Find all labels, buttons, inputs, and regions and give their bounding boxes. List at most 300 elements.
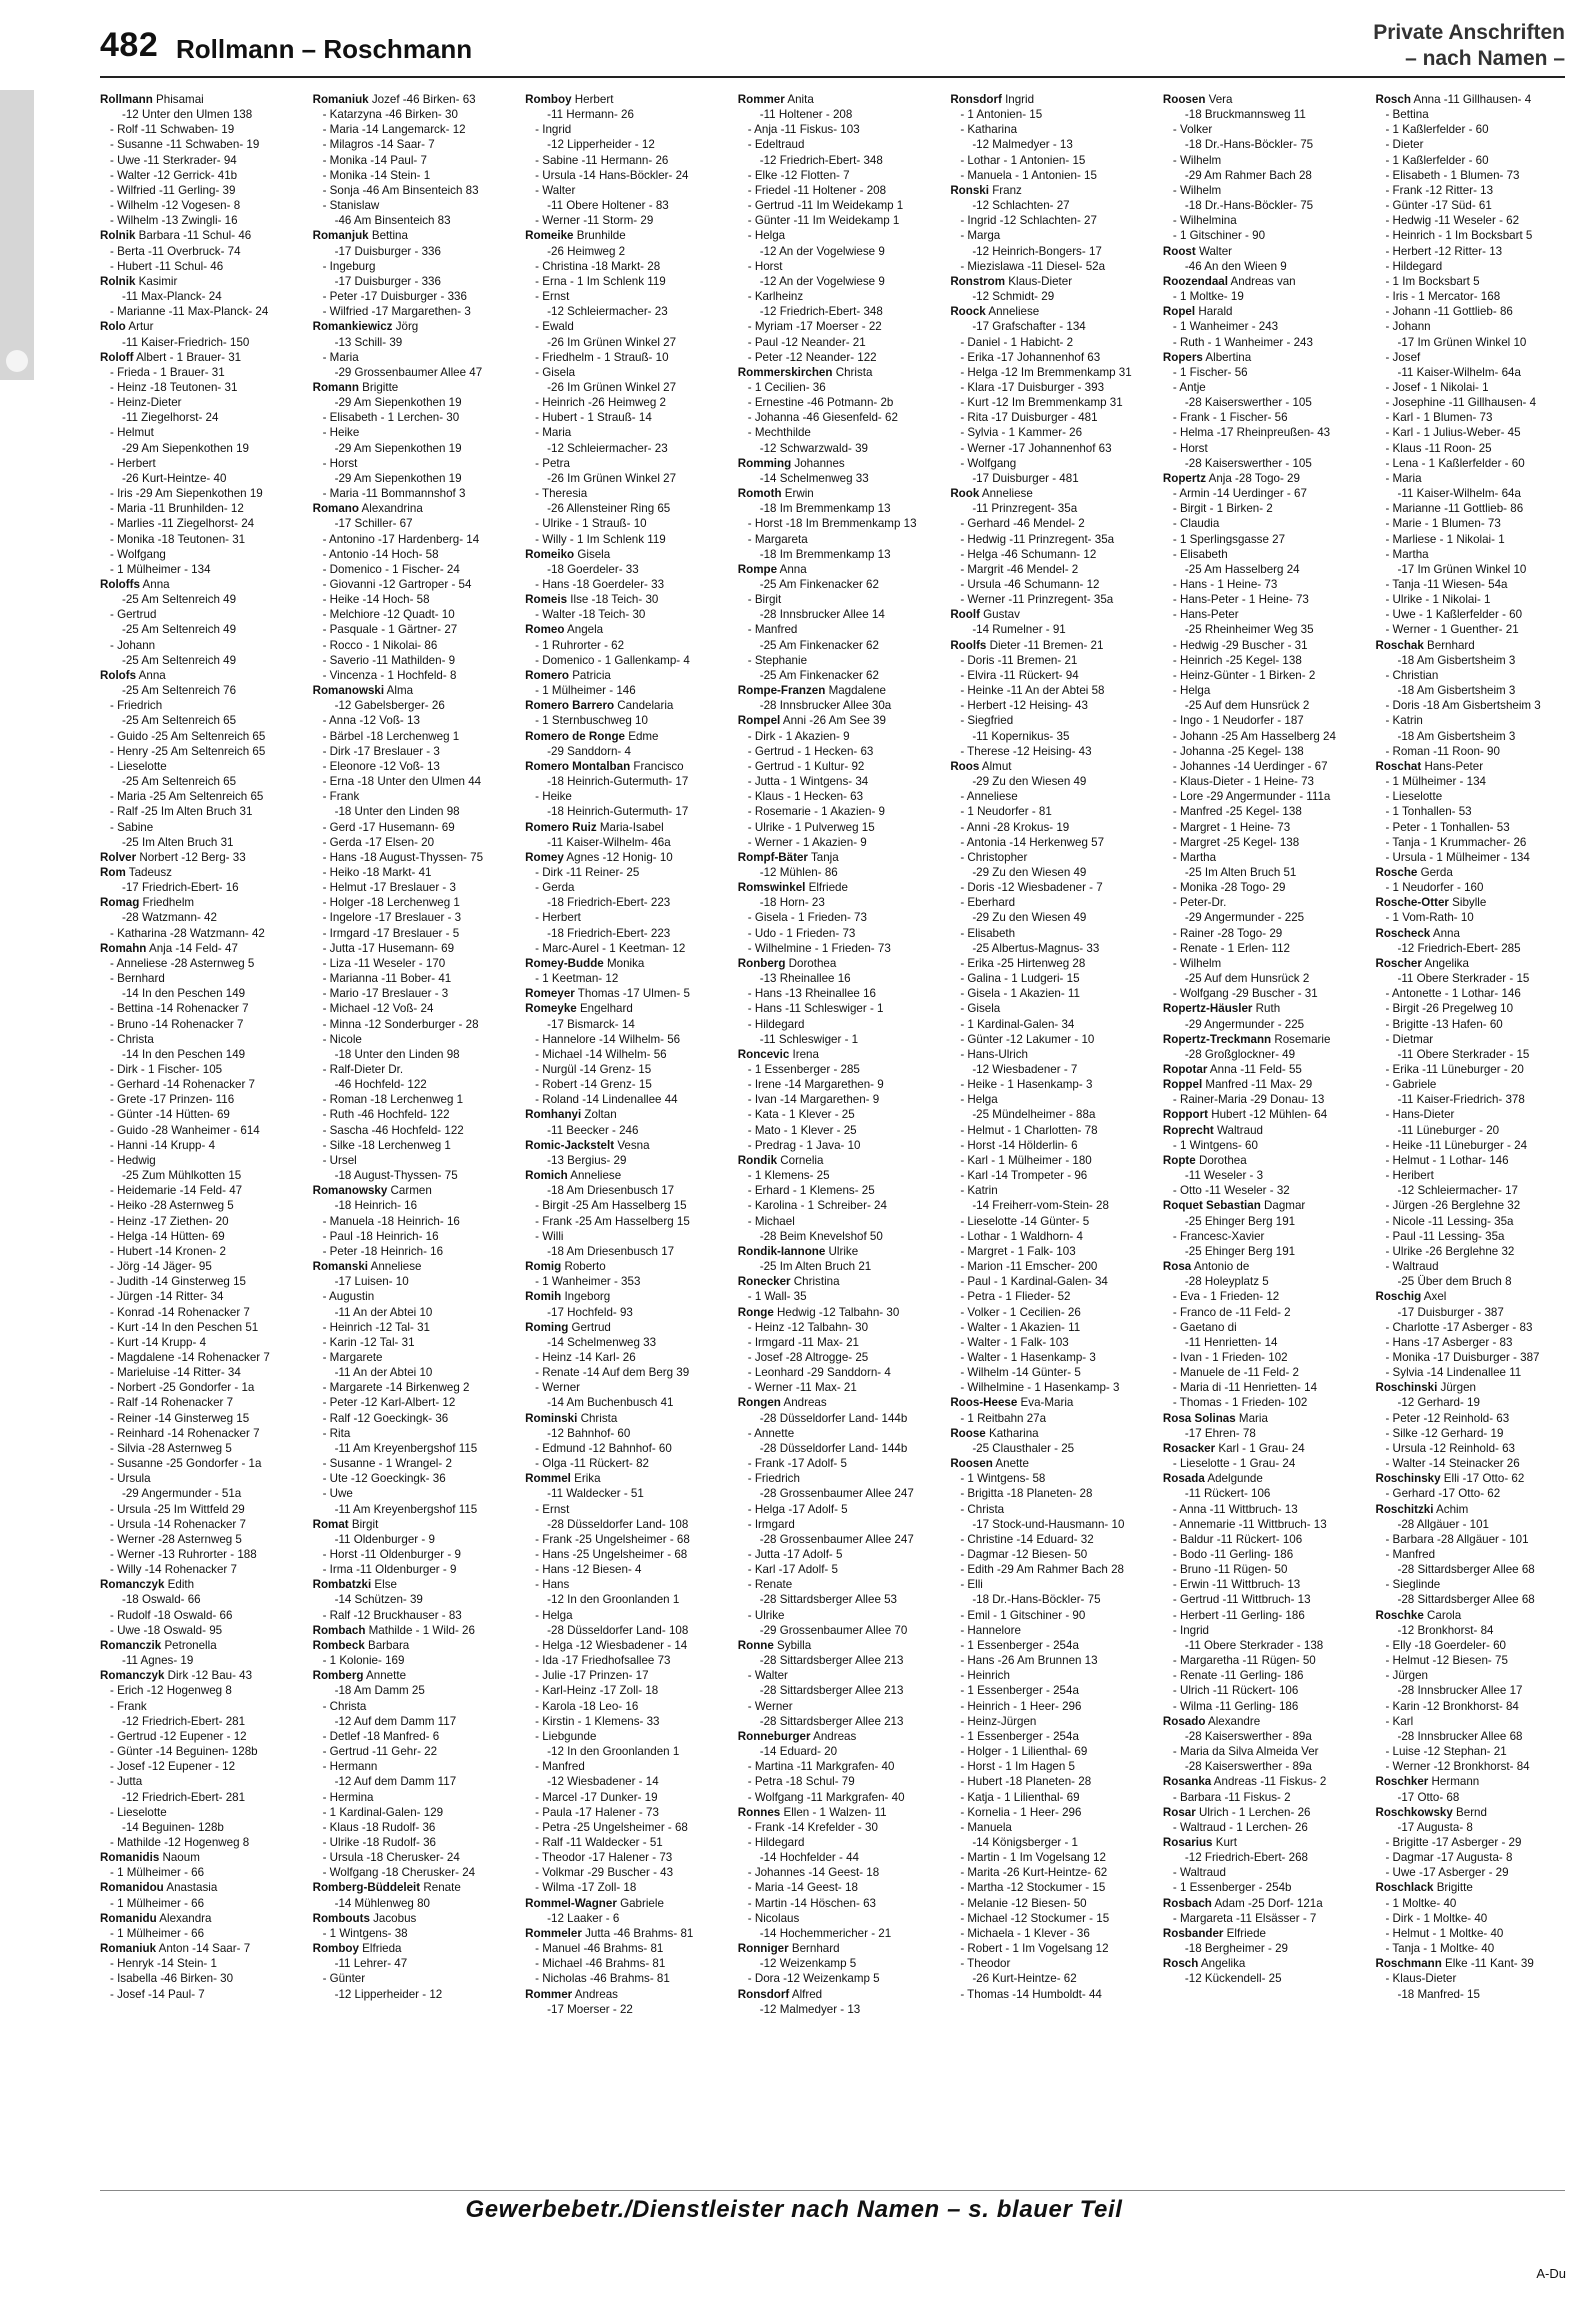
directory-entry: Rommel Erika	[525, 1472, 601, 1486]
directory-entry: - Christian	[1385, 668, 1439, 682]
directory-entry: - Erna - 1 Im Schlenk 119	[535, 274, 666, 288]
surname: Rosacker	[1162, 1441, 1216, 1455]
directory-entry: - Heinz -17 Ziethen- 20	[110, 1214, 229, 1228]
directory-entry: - Frieda - 1 Brauer- 31	[110, 365, 225, 379]
directory-entry: -11 Kopernikus- 35	[972, 729, 1070, 743]
directory-entry: -28 Watzmann- 42	[122, 911, 217, 925]
directory-entry: - Werner -12 Bronkhorst- 84	[1385, 1760, 1530, 1774]
directory-entry: - Günter -14 Beguinen- 128b	[110, 1745, 258, 1759]
surname: Romih	[525, 1290, 562, 1304]
directory-entry: -29 Am Rahmer Bach 28	[1184, 168, 1312, 182]
directory-entry: -18 Friedrich-Ebert- 223	[547, 926, 671, 940]
directory-entry: Romanowski Alma	[312, 684, 414, 698]
directory-entry: Romich Anneliese	[525, 1169, 622, 1183]
directory-entry: - Margaretha -11 Rügen- 50	[1172, 1654, 1316, 1668]
surname: Rongen	[737, 1396, 781, 1410]
directory-entry: - Maria	[535, 426, 572, 440]
directory-entry: - Manfred	[747, 623, 798, 637]
directory-entry: - Hannelore -14 Wilhelm- 56	[535, 1032, 681, 1046]
directory-entry: -28 Sittardsberger Allee 213	[759, 1714, 904, 1728]
directory-entry: Roming Gertrud	[525, 1320, 611, 1334]
directory-entry: Roncevic Irena	[737, 1047, 819, 1061]
directory-entry: Roschig Axel	[1375, 1290, 1447, 1304]
directory-entry: Romswinkel Elfriede	[737, 881, 848, 895]
directory-entry: - Liebgunde	[535, 1729, 597, 1743]
directory-entry: - Brigitte -13 Hafen- 60	[1385, 1017, 1503, 1031]
surname: Romanowski	[312, 684, 385, 698]
directory-entry: - Gerhard -17 Otto- 62	[1385, 1487, 1501, 1501]
directory-entry: Ronski Franz	[950, 183, 1022, 197]
directory-entry: - Gertrud - 1 Hecken- 63	[747, 744, 874, 758]
directory-entry: -29 Zu den Wiesen 49	[972, 911, 1087, 925]
directory-entry: - Lothar - 1 Waldhorn- 4	[960, 1229, 1083, 1243]
directory-entry: Romag Friedhelm	[100, 896, 195, 910]
surname: Ropotar	[1162, 1063, 1208, 1076]
directory-entry: -11 Oldenburger - 9	[334, 1532, 435, 1546]
surname: Romaniuk	[100, 1942, 157, 1956]
directory-entry: -14 In den Peschen 149	[122, 1047, 246, 1061]
surname: Romig	[525, 1260, 562, 1274]
directory-entry: - Erwin -11 Wittbruch- 13	[1172, 1578, 1301, 1592]
directory-entry: - Ursula -18 Cherusker- 24	[322, 1851, 460, 1865]
directory-entry: -29 Am Siepenkothen 19	[334, 396, 462, 410]
directory-entry: -12 Lipperheider - 12	[547, 138, 655, 152]
directory-entry: - Hildegard	[1385, 259, 1443, 273]
directory-entry: Ronge Hedwig -12 Talbahn- 30	[737, 1305, 900, 1319]
directory-entry: - Heinz-Günter - 1 Birken- 2	[1172, 668, 1316, 682]
directory-entry: -25 Rheinheimer Weg 35	[1184, 623, 1314, 637]
directory-entry: - Lieselotte	[1385, 790, 1443, 804]
directory-entry: - Antonino -17 Hardenberg- 14	[322, 532, 480, 546]
directory-entry: - Eleonore -12 Voß- 13	[322, 759, 440, 773]
directory-entry: - Christine -14 Eduard- 32	[960, 1532, 1094, 1546]
directory-entry: - Bettina -14 Rohenacker 7	[110, 1002, 249, 1016]
directory-entry: - Ute -12 Goeckingk- 36	[322, 1472, 446, 1486]
surname: Ronniger	[737, 1942, 789, 1956]
directory-entry: -18 Oswald- 66	[122, 1593, 201, 1607]
directory-entry: - Friedrich	[747, 1472, 800, 1486]
directory-entry: - Hildegard	[747, 1835, 805, 1849]
surname: Rombouts	[312, 1911, 370, 1925]
directory-entry: - 1 Vom-Rath- 10	[1385, 911, 1474, 925]
directory-entry: - Heinke -11 An der Abtei 58	[960, 684, 1105, 698]
directory-entry: Romanczik Petronella	[100, 1638, 217, 1652]
directory-entry: - Ingrid -12 Schlachten- 27	[960, 214, 1097, 228]
directory-entry: - Reiner -14 Ginsterweg 15	[110, 1411, 250, 1425]
directory-entry: - Heinrich -25 Kegel- 138	[1172, 653, 1302, 667]
directory-entry: -12 Schmidt- 29	[972, 290, 1055, 304]
directory-entry: - Herbert -12 Ritter- 13	[1385, 244, 1503, 258]
directory-entry: - Christa	[110, 1032, 154, 1046]
directory-entry: - Giovanni -12 Gartroper - 54	[322, 578, 472, 591]
directory-entry: -18 Dr.-Hans-Böckler- 75	[1184, 199, 1314, 213]
directory-entry: - Renate	[747, 1578, 793, 1592]
directory-entry: - Hanni -14 Krupp- 4	[110, 1138, 216, 1152]
directory-entry: -12 Malmedyer - 13	[759, 2002, 861, 2016]
directory-entry: -25 Im Alten Bruch 21	[759, 1260, 872, 1274]
directory-entry: -12 Schwarzwald- 39	[759, 441, 868, 455]
directory-entry: - Dora -12 Weizenkamp 5	[747, 1972, 880, 1986]
surname: Rolver	[100, 850, 137, 864]
directory-entry: - Horst -14 Hölderlin- 6	[960, 1138, 1078, 1152]
directory-entry: -18 Bruckmannsweg 11	[1184, 108, 1306, 122]
surname: Rosbander	[1162, 1926, 1224, 1940]
directory-entry: -29 Angermunder - 225	[1184, 911, 1305, 925]
directory-entry: - Wilhelm -13 Zwingli- 16	[110, 214, 238, 228]
directory-entry: - Antje	[1172, 380, 1206, 394]
directory-entry: - Michaela - 1 Klever - 36	[960, 1926, 1090, 1940]
directory-entry: - 1 Moltke- 40	[1385, 1896, 1457, 1910]
directory-entry: Rom Tadeusz	[100, 865, 172, 879]
directory-entry: -12 Friedrich-Ebert- 281	[122, 1790, 246, 1804]
surname: Romeis	[525, 593, 568, 607]
directory-entry: - Dagmar -12 Biesen- 50	[960, 1548, 1088, 1561]
directory-entry: Rolofs Anna	[100, 668, 166, 682]
directory-entry: Romeyke Engelhard	[525, 1002, 633, 1016]
directory-entry: -11 Max-Planck- 24	[122, 290, 222, 304]
directory-entry: - Johann	[1385, 320, 1431, 334]
directory-entry: -29 Sanddorn- 4	[547, 744, 631, 758]
directory-entry: - Karola -18 Leo- 16	[535, 1699, 639, 1713]
directory-entry: - Margrit -46 Mendel- 2	[960, 562, 1079, 576]
directory-entry: - Hubert -11 Schul- 46	[110, 259, 224, 273]
directory-entry: - Heiko -18 Markt- 41	[322, 865, 432, 879]
directory-entry: -18 Heinrich- 16	[334, 1199, 418, 1213]
directory-entry: Ronne Sybilla	[737, 1638, 812, 1652]
directory-entry: - Jörg -14 Jäger- 95	[110, 1260, 212, 1274]
directory-entry: - Ruth -46 Hochfeld- 122	[322, 1108, 450, 1122]
directory-entry: -29 Grossenbaumer Allee 70	[759, 1623, 908, 1637]
directory-entry: - Dirk - 1 Akazien- 9	[747, 729, 850, 743]
surname: Roock	[950, 305, 986, 319]
directory-entry: -12 Gerhard- 19	[1397, 1396, 1480, 1410]
directory-entry: - Hans-Peter	[1172, 608, 1239, 622]
directory-entry: - Frank	[110, 1699, 147, 1713]
directory-entry: - Heinrich - 1 Im Bocksbart 5	[1385, 229, 1533, 243]
directory-entry: Romey Agnes -12 Honig- 10	[525, 850, 673, 864]
directory-entry: Romih Ingeborg	[525, 1290, 611, 1304]
directory-entry: - Ingrid	[1172, 1623, 1209, 1637]
surname: Romanowsky	[312, 1184, 388, 1198]
directory-entry: -11 Lüneburger - 20	[1397, 1123, 1500, 1137]
directory-entry: - Therese -12 Heising- 43	[960, 744, 1092, 758]
directory-entry: - Renate -14 Auf dem Berg 39	[535, 1366, 690, 1380]
directory-entry: Roscher Angelika	[1375, 956, 1469, 970]
directory-entry: -29 Zu den Wiesen 49	[972, 865, 1087, 879]
directory-entry: - Wilfried -11 Gerling- 39	[110, 183, 236, 197]
directory-entry: - Silvia -28 Asternweg 5	[110, 1441, 232, 1455]
directory-entry: - Maria	[1385, 471, 1422, 485]
directory-entry: - Maria -11 Bommannshof 3	[322, 487, 466, 501]
directory-entry: - Holger - 1 Lilienthal- 69	[960, 1745, 1088, 1759]
directory-entry: - Gabriele	[1385, 1078, 1437, 1092]
directory-entry: - Heinrich - 1 Heer- 296	[960, 1699, 1082, 1713]
directory-entry: - Hans -18 Goerdeler- 33	[535, 578, 665, 591]
directory-entry: - Werner -11 Storm- 29	[535, 214, 654, 228]
directory-entry: - Anja -11 Fiskus- 103	[747, 123, 860, 137]
directory-entry: -28 Holeyplatz 5	[1184, 1275, 1269, 1289]
directory-entry: - Edmund -12 Bahnhof- 60	[535, 1441, 672, 1455]
directory-entry: - Katrin	[960, 1184, 998, 1198]
directory-entry: - Gertrud -12 Eupener - 12	[110, 1729, 247, 1743]
directory-entry: Romankiewicz Jörg	[312, 320, 419, 334]
directory-entry: -12 Friedrich-Ebert- 348	[759, 153, 883, 167]
surname: Romoth	[737, 487, 782, 501]
directory-entry: - Helmut -17 Breslauer - 3	[322, 881, 456, 895]
surname: Romboy	[525, 93, 572, 106]
directory-entry: Romero de Ronge Edme	[525, 729, 659, 743]
directory-entry: - Heribert	[1385, 1169, 1434, 1183]
directory-entry: Ropertz-Treckmann Rosemarie	[1162, 1032, 1331, 1046]
directory-entry: - Heinz-Dieter	[110, 396, 182, 410]
directory-entry: - Birgit - 1 Birken- 2	[1172, 502, 1273, 516]
directory-entry: - Renate - 1 Erlen- 112	[1172, 941, 1290, 955]
directory-entry: - Heike	[535, 790, 572, 804]
directory-column-6	[1163, 92, 1358, 2172]
directory-entry: -28 Innsbrucker Allee 68	[1397, 1729, 1523, 1743]
surname: Roscher	[1375, 956, 1422, 970]
directory-entry: -28 Allgäuer - 101	[1397, 1517, 1489, 1531]
surname: Romming	[737, 456, 792, 470]
directory-entry: -11 Kaiser-Wilhelm- 64a	[1397, 365, 1521, 379]
directory-entry: - Manfred	[1385, 1548, 1436, 1561]
directory-entry: -25 Auf dem Hunsrück 2	[1184, 699, 1310, 713]
directory-entry: -28 Großglockner- 49	[1184, 1047, 1296, 1061]
directory-entry: -25 Über dem Bruch 8	[1397, 1275, 1512, 1289]
directory-entry: - Holger -18 Lerchenweg 1	[322, 896, 460, 910]
directory-entry: - Rolf -11 Schwaben- 19	[110, 123, 235, 137]
directory-entry: - Gaetano di	[1172, 1320, 1237, 1334]
directory-entry: - Wolfgang -18 Cherusker- 24	[322, 1866, 476, 1880]
directory-entry: - Werner -13 Ruhrorter - 188	[110, 1548, 257, 1561]
directory-entry: - 1 Mülheimer - 66	[110, 1866, 205, 1880]
directory-entry: Romann Brigitte	[312, 380, 399, 394]
surname: Romahn	[100, 941, 147, 955]
directory-entry: - Renate -11 Gerling- 186	[1172, 1669, 1304, 1683]
directory-entry: - Paula -17 Halener - 73	[535, 1805, 659, 1819]
directory-entry: -28 Kaiserswerther - 89a	[1184, 1760, 1312, 1774]
directory-entry: - Annemarie -11 Wittbruch- 13	[1172, 1517, 1327, 1531]
directory-entry: Ropport Hubert -12 Mühlen- 64	[1162, 1108, 1328, 1122]
directory-entry: -17 Stock-und-Hausmann- 10	[972, 1517, 1125, 1531]
directory-entry: -11 Obere Sterkrader - 15	[1397, 972, 1530, 986]
directory-entry: -18 Am Driesenbusch 17	[547, 1184, 675, 1198]
directory-entry: - Ivan -14 Margarethen- 9	[747, 1093, 880, 1107]
surname: Roschker	[1375, 1775, 1429, 1789]
directory-entry: Romboy Elfrieda	[312, 1942, 402, 1956]
directory-entry: - Klaus -11 Roon- 25	[1385, 441, 1492, 455]
directory-entry: Rommer Andreas	[525, 1987, 618, 2001]
directory-entry: - Hans	[535, 1578, 570, 1592]
directory-entry: - Anna -11 Wittbruch- 13	[1172, 1502, 1298, 1516]
directory-entry: - Erika -17 Johannenhof 63	[960, 350, 1101, 364]
directory-entry: - Marie - 1 Blumen- 73	[1385, 517, 1501, 531]
directory-entry: - Judith -14 Ginsterweg 15	[110, 1275, 246, 1289]
directory-column-5	[950, 92, 1145, 2172]
directory-entry: -12 Lipperheider - 12	[334, 1987, 443, 2001]
directory-entry: - Hans -12 Biesen- 4	[535, 1563, 642, 1577]
directory-column-7	[1375, 92, 1570, 2172]
directory-entry: -28 Innsbrucker Allee 17	[1397, 1684, 1523, 1698]
directory-entry: - Hans-Peter - 1 Heine- 73	[1172, 593, 1309, 607]
directory-entry: - Petra - 1 Flieder- 52	[960, 1290, 1071, 1304]
directory-entry: Roschkowsky Bernd	[1375, 1805, 1487, 1819]
directory-entry: Romanidis Naoum	[100, 1851, 200, 1865]
directory-entry: -12 Schleiermacher- 17	[1397, 1184, 1518, 1198]
directory-entry: -25 Auf dem Hunsrück 2	[1184, 972, 1310, 986]
directory-entry: Rombeck Barbara	[312, 1638, 410, 1652]
directory-entry: -18 Dr.-Hans-Böckler- 75	[972, 1593, 1101, 1607]
directory-entry: - Dietmar	[1385, 1032, 1434, 1046]
surname: Rosa Solinas	[1162, 1411, 1236, 1425]
surname: Ronsdorf	[950, 93, 1002, 106]
directory-entry: Roosen Anette	[950, 1457, 1029, 1471]
directory-entry: - 1 Keetman- 12	[535, 972, 619, 986]
directory-entry: -14 Eduard- 20	[759, 1745, 838, 1759]
directory-entry: -18 Dr.-Hans-Böckler- 75	[1184, 138, 1314, 152]
surname: Ropertz	[1162, 471, 1207, 485]
directory-entry: - Wilhelm	[1172, 183, 1222, 197]
directory-entry: - Elly -18 Goerdeler- 60	[1385, 1638, 1506, 1652]
directory-entry: - Margarete	[322, 1350, 383, 1364]
directory-entry: -18 Am Gisbertsheim 3	[1397, 653, 1516, 667]
directory-entry: - Ivan - 1 Frieden- 102	[1172, 1350, 1288, 1364]
directory-columns	[100, 92, 1570, 2172]
directory-entry: - Thomas - 1 Frieden- 102	[1172, 1396, 1308, 1410]
surname: Roos	[950, 759, 980, 773]
directory-entry: - Ingrid	[535, 123, 572, 137]
directory-entry: - Günter -12 Lakumer - 10	[960, 1032, 1095, 1046]
directory-entry: - Maria -14 Langemarck- 12	[322, 123, 466, 137]
directory-entry: - Helga	[747, 229, 786, 243]
directory-entry: -26 Im Grünen Winkel 27	[547, 471, 677, 485]
directory-entry: -28 Sittardsberger Allee 68	[1397, 1593, 1535, 1607]
directory-entry: -11 Schleswiger - 1	[759, 1032, 859, 1046]
directory-entry: - Klaus-Dieter - 1 Heine- 73	[1172, 775, 1315, 789]
directory-entry: - Rosemarie - 1 Akazien- 9	[747, 805, 885, 819]
directory-entry: - Maria -14 Geest- 18	[747, 1881, 858, 1895]
directory-entry: -12 Wiesbadener - 7	[972, 1063, 1078, 1076]
surname: Romey	[525, 850, 564, 864]
directory-entry: - Katja - 1 Lilienthal- 69	[960, 1790, 1080, 1804]
directory-entry: Rollmann Phisamai	[100, 93, 204, 106]
directory-entry: - Paul - 1 Kardinal-Galen- 34	[960, 1275, 1108, 1289]
directory-entry: - Ralf -12 Bruckhauser - 83	[322, 1608, 462, 1622]
directory-entry: - Gertrud -11 Wittbruch- 13	[1172, 1593, 1311, 1607]
surname: Romeiko	[525, 547, 575, 561]
directory-entry: -12 Gabelsberger- 26	[334, 699, 445, 713]
directory-entry: -12 Unter den Ulmen 138	[122, 108, 253, 122]
surname: Rombach	[312, 1623, 366, 1637]
directory-entry: -18 Am Damm 25	[334, 1684, 425, 1698]
directory-entry: - Hans -25 Ungelsheimer - 68	[535, 1548, 688, 1561]
surname: Rominski	[525, 1411, 578, 1425]
directory-entry: Rompf-Bäter Tanja	[737, 850, 839, 864]
directory-entry: - Liza -11 Weseler - 170	[322, 956, 446, 970]
directory-entry: - 1 Gitschiner - 90	[1172, 229, 1266, 243]
directory-entry: - Marita -26 Kurt-Heintze- 62	[960, 1866, 1108, 1880]
directory-entry: - Myriam -17 Moerser - 22	[747, 320, 882, 334]
directory-entry: Rosacker Karl - 1 Grau- 24	[1162, 1441, 1305, 1455]
directory-entry: - Mechthilde	[747, 426, 811, 440]
directory-entry: - Walter -18 Teich- 30	[535, 608, 646, 622]
directory-entry: - Heinz -12 Talbahn- 30	[747, 1320, 869, 1334]
directory-entry: Ropertz Anja -28 Togo- 29	[1162, 471, 1300, 485]
directory-entry: -46 Am Binsenteich 83	[334, 214, 451, 228]
directory-entry: - 1 Sperlingsgasse 27	[1172, 532, 1286, 546]
directory-entry: -11 Kaiser-Friedrich- 150	[122, 335, 250, 349]
directory-entry: - Peter -18 Heinrich- 16	[322, 1244, 444, 1258]
directory-entry: - Margret - 1 Heine- 73	[1172, 820, 1291, 834]
directory-entry: Roschker Hermann	[1375, 1775, 1480, 1789]
directory-entry: - Hans -13 Rheinallee 16	[747, 987, 876, 1001]
directory-entry: - Lena - 1 Kaßlerfelder - 60	[1385, 456, 1525, 470]
surname: Romero Montalban	[525, 759, 631, 773]
directory-entry: - Wolfgang -11 Markgrafen- 40	[747, 1790, 905, 1804]
directory-entry: -25 Am Seltenreich 49	[122, 653, 237, 667]
directory-entry: - Monika -14 Paul- 7	[322, 153, 427, 167]
directory-entry: - Peter - 1 Tonhallen- 53	[1385, 820, 1510, 834]
surname: Ronge	[737, 1305, 774, 1319]
surname: Roosen	[950, 1457, 993, 1471]
directory-entry: Romanski Anneliese	[312, 1260, 422, 1274]
directory-entry: -18 August-Thyssen- 75	[334, 1169, 458, 1183]
directory-entry: - Saverio -11 Mathilden- 9	[322, 653, 456, 667]
directory-entry: -11 Waldecker - 51	[547, 1487, 644, 1501]
directory-entry: - Helmut	[110, 426, 154, 440]
surname: Rombeck	[312, 1638, 365, 1652]
directory-entry: - Werner -11 Prinzregent- 35a	[960, 593, 1114, 607]
directory-entry: - Frank -25 Am Hasselberg 15	[535, 1214, 690, 1228]
surname: Ronberg	[737, 956, 786, 970]
directory-entry: -18 Am Gisbertsheim 3	[1397, 684, 1516, 698]
directory-entry: - Marieluise -14 Ritter- 34	[110, 1366, 241, 1380]
directory-entry: Rommer Anita	[737, 93, 814, 106]
directory-entry: - Silke -12 Gerhard- 19	[1385, 1426, 1504, 1440]
directory-entry: -28 Grossenbaumer Allee 247	[759, 1532, 914, 1546]
directory-entry: - Hubert - 1 Strauß- 14	[535, 411, 652, 425]
directory-entry: -11 Prinzregent- 35a	[972, 502, 1078, 516]
directory-column-1	[100, 92, 295, 2172]
directory-entry: -26 Kurt-Heintze- 62	[972, 1972, 1077, 1986]
surname: Roschat	[1375, 759, 1422, 773]
directory-entry: - 1 Wanheimer - 353	[535, 1275, 641, 1289]
directory-entry: - Anneliese -28 Asternweg 5	[110, 956, 255, 970]
directory-entry: -11 Holtener - 208	[759, 108, 853, 122]
surname: Romero	[525, 668, 569, 682]
directory-entry: -14 Am Buchenbusch 41	[547, 1396, 674, 1410]
directory-entry: Roschitzki Achim	[1375, 1502, 1469, 1516]
directory-entry: Ronstrom Klaus-Dieter	[950, 274, 1073, 288]
directory-entry: - Karin -12 Tal- 31	[322, 1335, 415, 1349]
directory-entry: -11 An der Abtei 10	[334, 1305, 433, 1319]
directory-entry: - Reinhard -14 Rohenacker 7	[110, 1426, 260, 1440]
directory-entry: Ronnes Ellen - 1 Walzen- 11	[737, 1805, 887, 1819]
directory-entry: - Julie -17 Prinzen- 17	[535, 1669, 649, 1683]
directory-entry: -28 Kaiserswerther - 105	[1184, 396, 1312, 410]
directory-entry: - Henryk -14 Stein- 1	[110, 1957, 217, 1971]
directory-entry: - Tanja -11 Wiesen- 54a	[1385, 578, 1508, 591]
directory-entry: -25 Zum Mühlkotten 15	[122, 1169, 242, 1183]
page-header	[100, 18, 1565, 74]
directory-entry: - Jutta -17 Husemann- 69	[322, 941, 455, 955]
directory-entry: Ronecker Christina	[737, 1275, 840, 1289]
directory-entry: - Ursula -14 Rohenacker 7	[110, 1517, 246, 1531]
surname: Roloffs	[100, 578, 140, 591]
directory-entry: Rosche Gerda	[1375, 865, 1453, 879]
directory-entry: - Nicole	[322, 1032, 362, 1046]
directory-entry: - Werner	[535, 1381, 581, 1395]
